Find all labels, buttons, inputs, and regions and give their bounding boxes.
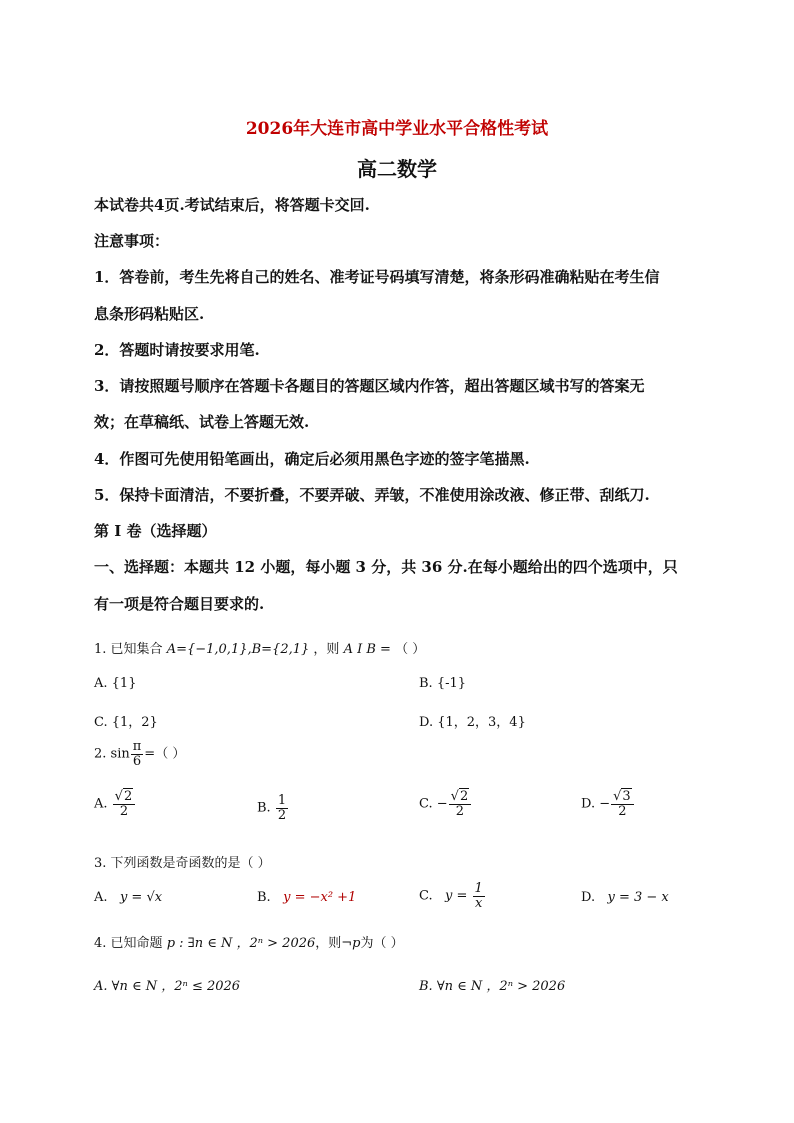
- q3-option-a: [94, 890, 162, 905]
- section-instruction-line-1: 一、选择题：本题共 12 小题，每小题 3 分，共 36 分.在每小题给出的四个选项中，只: [94, 558, 678, 576]
- part-1-heading: 第 I 卷（选择题）: [94, 522, 217, 540]
- q3-c-denominator: x: [475, 895, 483, 911]
- note-2: 2．答题时请按要求用笔.: [94, 341, 260, 359]
- q2-suffix: =（ ）: [144, 746, 186, 762]
- question-2-stem: [94, 740, 185, 768]
- q2-b-fraction: [277, 794, 287, 822]
- q2-option-d: D. − $\frac{√3}{2}$: [581, 790, 635, 818]
- q2-a-label: A.: [94, 796, 108, 812]
- q2-option-a: [94, 790, 136, 818]
- exam-title: 2026年大连市高中学业水平合格性考试: [245, 119, 549, 139]
- q2-prefix: 2. sin: [94, 746, 130, 762]
- q4-option-a: A. ∀n ∈ N ，2ⁿ ≤ 2026: [94, 979, 241, 994]
- q2-b-label: B.: [257, 800, 271, 816]
- q3-c-fraction: [474, 882, 484, 910]
- q3-a-expression: y = √x: [119, 890, 163, 905]
- notes-heading: 注意事项：: [94, 232, 170, 250]
- q2-a-fraction: $\frac{√2}{2}$: [114, 790, 135, 818]
- q1-option-a: A. {1}: [94, 676, 137, 691]
- intro-text: 本试卷共4页.考试结束后，将答题卡交回.: [94, 196, 370, 214]
- q2-option-b: [257, 794, 289, 822]
- q2-fraction: [132, 740, 143, 768]
- q2-a-denominator: 2: [119, 803, 129, 819]
- q1-prefix: 1. 已知集合: [94, 642, 163, 657]
- note-3-line-2: 效；在草稿纸、试卷上答题无效.: [94, 413, 310, 431]
- q4-proposition: p : ∃n ∈ N ，2ⁿ > 2026: [166, 936, 316, 951]
- note-1-line-2: 息条形码粘贴区.: [94, 305, 205, 323]
- q3-c-lhs: y =: [445, 888, 468, 904]
- q4-mid: ，则: [315, 936, 342, 951]
- q2-c-numerator: 2: [459, 789, 469, 804]
- q3-d-expression: y = 3 − x: [607, 890, 669, 905]
- note-5: 5．保持卡面清洁，不要折叠，不要弄破、弄皱，不准使用涂改液、修正带、刮纸刀.: [94, 486, 650, 504]
- note-1-line-1: 1．答卷前，考生先将自己的姓名、准考证号码填写清楚，将条形码准确粘贴在考生信: [94, 268, 660, 286]
- q4-negation: ¬p: [341, 936, 361, 951]
- q2-numerator: π: [132, 739, 142, 754]
- q2-d-fraction: $\frac{√3}{2}$: [612, 790, 633, 818]
- q3-option-b: [257, 890, 356, 905]
- q2-c-denominator: 2: [455, 803, 465, 819]
- q1-sets: A={−1,0,1},B={2,1}: [166, 642, 310, 657]
- q2-denominator: 6: [132, 753, 142, 769]
- note-3-line-1: 3．请按照题号顺序在答题卡各题目的答题区域内作答，超出答题区域书写的答案无: [94, 377, 645, 395]
- q3-d-label: D.: [581, 890, 596, 905]
- q2-option-c: C. − $\frac{√2}{2}$: [419, 790, 472, 818]
- q1-option-b: B. {-1}: [419, 676, 467, 691]
- q3-b-expression: y = −x² +1: [283, 890, 357, 905]
- q4-option-b: B. ∀n ∈ N ，2ⁿ > 2026: [419, 979, 566, 994]
- q1-mid: ，则: [313, 642, 340, 657]
- q3-a-label: A.: [94, 890, 108, 905]
- q3-option-c: [419, 882, 486, 910]
- question-4-stem: [94, 932, 404, 951]
- q2-a-numerator: 2: [123, 789, 133, 804]
- q1-expression: A I B =: [343, 642, 391, 657]
- q2-d-label: D.: [581, 796, 596, 812]
- q3-c-numerator: 1: [474, 881, 483, 896]
- q2-d-numerator: 3: [622, 789, 631, 804]
- q3-b-label: B.: [257, 890, 271, 905]
- exam-subject: 高二数学: [357, 157, 437, 181]
- q2-c-label: C.: [419, 796, 433, 812]
- q4-prefix: 4. 已知命题: [94, 936, 163, 951]
- q1-option-c: C. {1，2}: [94, 715, 158, 730]
- q2-c-fraction: $\frac{√2}{2}$: [450, 790, 471, 818]
- question-1-stem: [94, 638, 425, 657]
- q2-d-denominator: 2: [618, 803, 627, 819]
- q3-c-label: C.: [419, 888, 433, 904]
- q2-b-denominator: 2: [277, 807, 287, 823]
- q1-option-d: D. {1，2，3，4}: [419, 715, 526, 730]
- q3-option-d: [581, 890, 669, 905]
- q4-suffix: 为（ ）: [360, 936, 404, 951]
- q1-answer-blank: （ ）: [395, 642, 426, 657]
- q2-b-numerator: 1: [277, 793, 287, 808]
- note-4: 4．作图可先使用铅笔画出，确定后必须用黑色字迹的签字笔描黑.: [94, 450, 530, 468]
- question-3-stem: 3. 下列函数是奇函数的是（ ）: [94, 856, 271, 871]
- section-instruction-line-2: 有一项是符合题目要求的.: [94, 595, 265, 613]
